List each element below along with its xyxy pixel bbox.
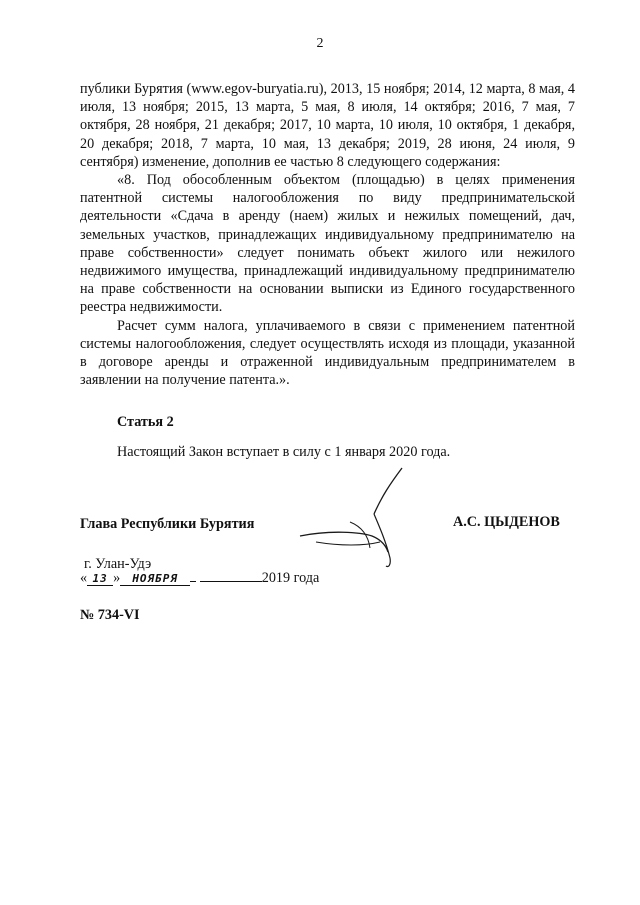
signer-name: А.С. ЦЫДЕНОВ [453,514,560,530]
date-close-quote: » [113,570,121,586]
article-text: Настоящий Закон вступает в силу с 1 января 2020 года. [117,444,451,460]
paragraph-tax-calculation: Расчет сумм налога, уплачиваемого в связи с применением патентной системы налогообложения, следует осуществлять исходя из площади, указанной в договоре аренды и отраженной индивидуальным предпринимателем в заявлении на получение патента.». [80,317,575,389]
handwritten-signature [290,462,430,582]
document-body [80,80,575,389]
date-month: НОЯБРЯ [120,572,190,586]
article-heading: Статья 2 [117,414,174,430]
signer-title: Глава Республики Бурятия [80,516,255,532]
document-number: № 734-VI [80,607,140,623]
paragraph-part-8: «8. Под обособленным объектом (площадью) в целях применения патентной системы налогообложения по виду предпринимательской деятельности «Сдача в аренду (наем) жилых и нежилых помещений, дач, земельных участков, принадлежащих индивидуальному предпринимателю на праве собственности» следует понимать объект жилого или нежилого недвижимого имущества, принадлежащий индивидуальному предпринимателю на праве собственности на основании выписки из Единого государственного реестра недвижимости. [80,172,575,316]
page-number: 2 [316,36,324,51]
paragraph-amendment-sources: публики Бурятия (www.egov-buryatia.ru), 2013, 15 ноября; 2014, 12 марта, 8 мая, 4 июля, 13 ноября; 2015, 13 марта, 5 мая, 8 июля, 14 октября; 2016, 7 мая, 7 октября, 28 ноября, 21 декабря; 2017, 10 марта, 10 июля, 10 октября, 1 декабря, 20 декабря; 2018, 7 марта, 10 мая, 13 декабря; 2019, 28 июня, 24 июля, 9 сентября) изменение, дополнив ее частью 8 следующего содержания: [80,81,575,170]
date-open-quote: « [80,570,88,586]
date-line [80,570,319,587]
city: г. Улан-Удэ [84,556,152,572]
date-year: 2019 года [261,570,320,586]
date-day: 13 [87,572,113,586]
